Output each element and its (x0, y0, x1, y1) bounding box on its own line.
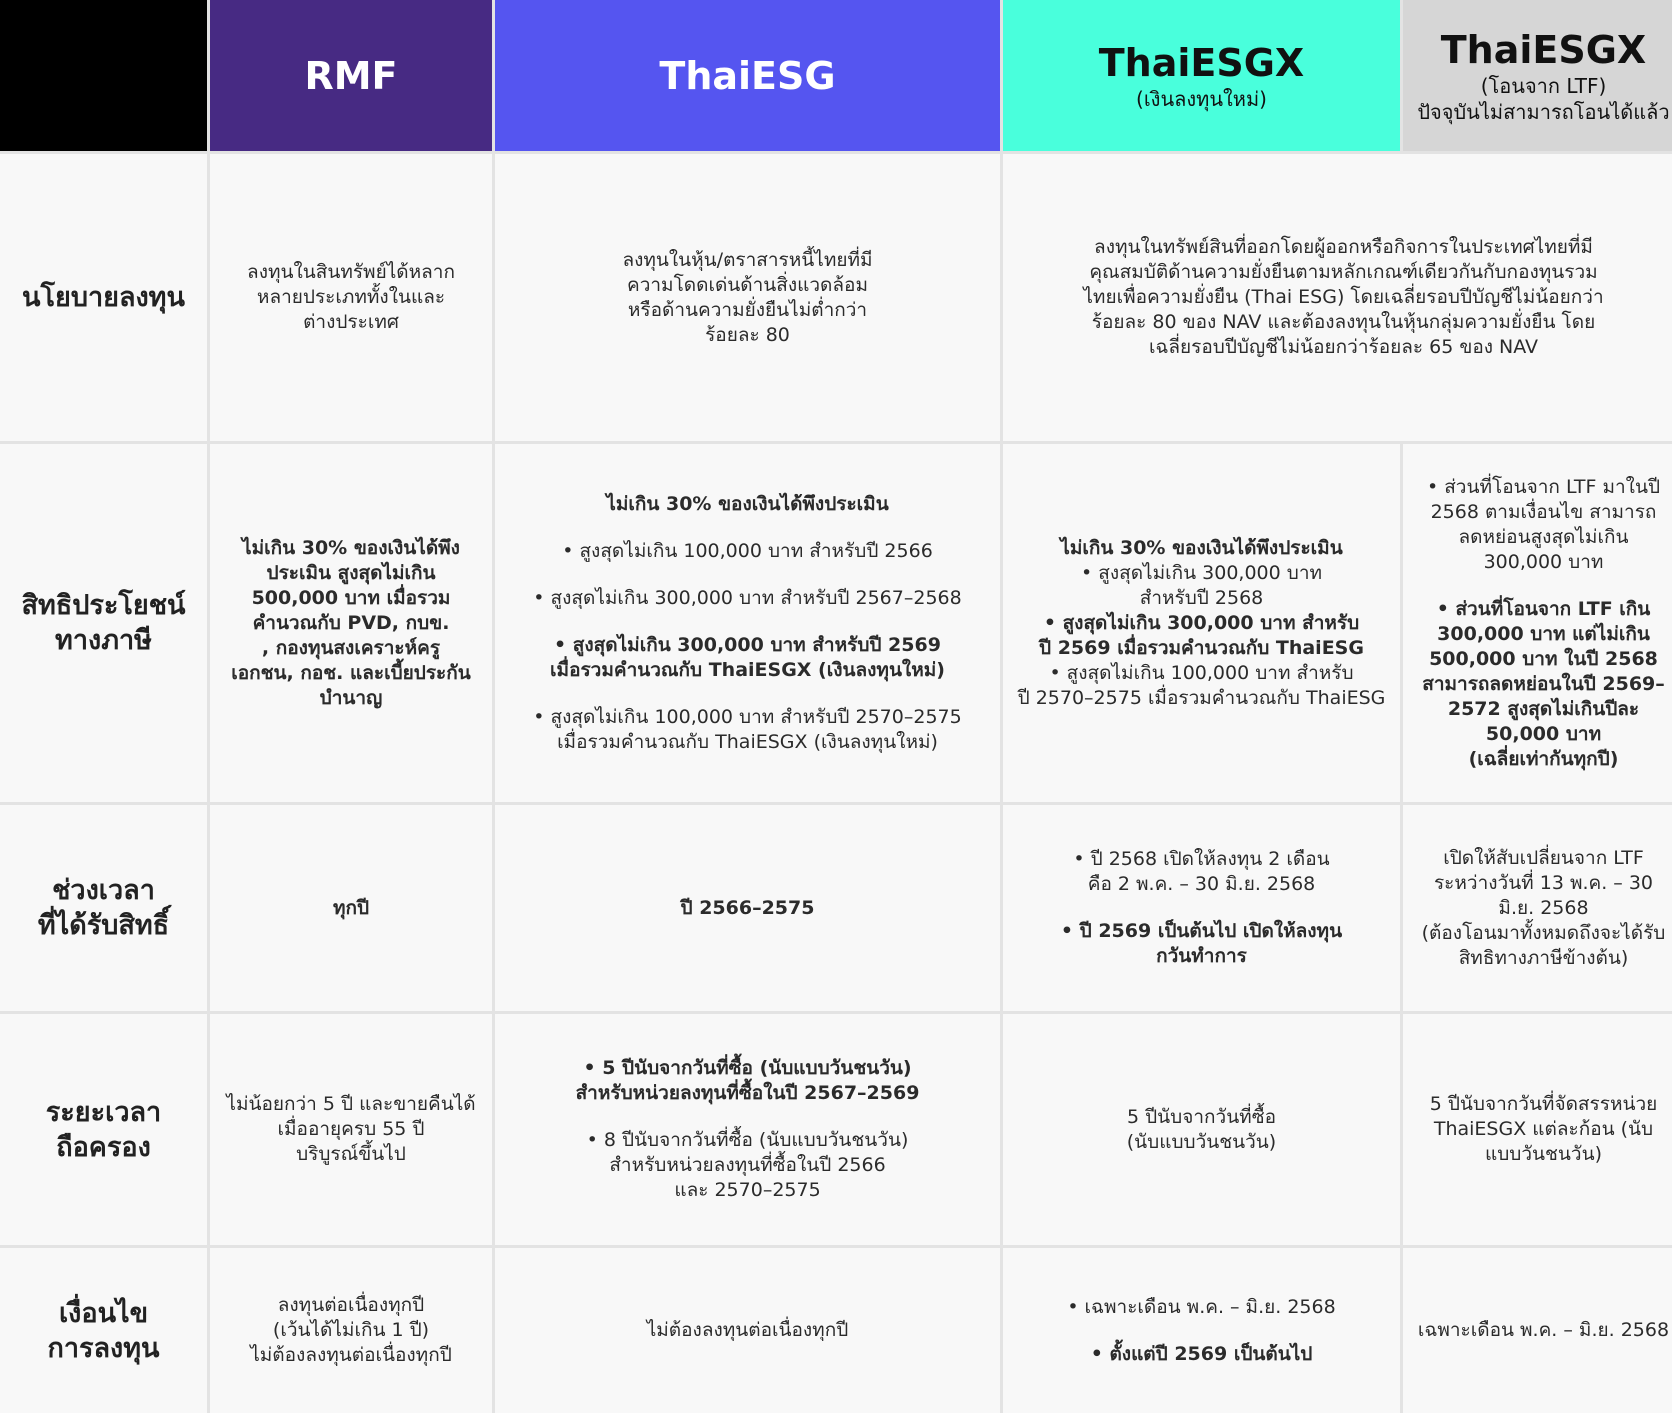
text-line: (ต้องโอนมาทั้งหมดถึงจะได้รับ (1421, 921, 1666, 944)
text-line: ไทยเพื่อความยั่งยืน (Thai ESG) โดยเฉลี่ยรอบปีบัญชีไม่น้อยกว่า (1083, 286, 1604, 308)
text-line: บริบูรณ์ขึ้นไป (296, 1143, 406, 1165)
row-label-line: ที่ได้รับสิทธิ์ (37, 910, 170, 941)
text-line: • เฉพาะเดือน พ.ค. – มิ.ย. 2568 (1067, 1295, 1336, 1318)
cell-holding-rmf (210, 1014, 492, 1245)
header-thaiesgx-ltf (1403, 0, 1672, 151)
row-label-policy (0, 154, 207, 441)
text-line: ไม่ต้องลงทุนต่อเนื่องทุกปี (646, 1319, 849, 1341)
cell-tax-thaiesgx-new (1003, 444, 1400, 802)
text-line: 5 ปีนับจากวันที่จัดสรรหน่วย (1429, 1093, 1658, 1115)
row-label-holding (0, 1014, 207, 1245)
text-line: 5 ปีนับจากวันที่ซื้อ (1126, 1105, 1277, 1128)
text-line: • ตั้งแต่ปี 2569 เป็นต้นไป (1090, 1342, 1313, 1365)
text-line: กวันทำการ (1156, 945, 1247, 967)
text-line: • สูงสุดไม่เกิน 100,000 บาท สำหรับปี 2570–2575 (533, 705, 962, 728)
text-line: • สูงสุดไม่เกิน 300,000 บาท สำหรับปี 2567–2568 (533, 586, 962, 609)
cell-period-thaiesg (495, 805, 1000, 1011)
text-line: ไม่ต้องลงทุนต่อเนื่องทุกปี (250, 1344, 452, 1366)
text-line: ไม่น้อยกว่า 5 ปี และขายคืนได้ (226, 1093, 476, 1115)
text-line: (นับแบบวันชนวัน) (1126, 1130, 1277, 1153)
cell-policy-thaiesgx (1003, 154, 1672, 441)
cell-condition-thaiesgx-ltf (1403, 1248, 1672, 1413)
text-line: , กองทุนสงเคราะห์ครู (261, 636, 441, 659)
header-rmf (210, 0, 492, 151)
text-line: • ปี 2569 เป็นต้นไป เปิดให้ลงทุน (1060, 920, 1343, 942)
text-line: ไม่เกิน 30% ของเงินได้พึงประเมิน (1060, 536, 1343, 559)
cell-tax-thaiesg (495, 444, 1000, 802)
text-line: 300,000 บาท (1483, 550, 1604, 573)
text-line: ร้อยละ 80 (705, 323, 790, 346)
text-line: • สูงสุดไม่เกิน 300,000 บาท (1080, 561, 1323, 584)
text-line: • ส่วนที่โอนจาก LTF เกิน (1436, 597, 1651, 620)
text-line: ประเมิน สูงสุดไม่เกิน (266, 561, 436, 584)
text-line: ปี 2566–2575 (680, 896, 815, 919)
text-line: แบบวันชนวัน) (1485, 1143, 1602, 1165)
text-line: เมื่ออายุครบ 55 ปี (277, 1118, 425, 1140)
header-rmf-title: RMF (304, 53, 398, 98)
text-line: เฉลี่ยรอบปีบัญชีไม่น้อยกว่าร้อยละ 65 ของ NAV (1148, 336, 1539, 358)
text-line: 300,000 บาท แต่ไม่เกิน (1437, 622, 1650, 645)
text-line: • 8 ปีนับจากวันที่ซื้อ (นับแบบวันชนวัน) (586, 1129, 909, 1151)
cell-policy-rmf (210, 154, 492, 441)
text-line: เมื่อรวมคำนวณกับ ThaiESGX (เงินลงทุนใหม่) (550, 658, 945, 681)
text-line: ปี 2570–2575 เมื่อรวมคำนวณกับ ThaiESG (1017, 686, 1386, 709)
cell-condition-thaiesg (495, 1248, 1000, 1413)
header-thaiesgx-new (1003, 0, 1400, 151)
cell-holding-thaiesgx-ltf (1403, 1014, 1672, 1245)
text-line: • สูงสุดไม่เกิน 300,000 บาท สำหรับ (1043, 611, 1360, 634)
text-line: ทุกปี (332, 896, 370, 919)
text-line: 50,000 บาท (1485, 722, 1602, 745)
text-line: (เว้นได้ไม่เกิน 1 ปี) (272, 1319, 430, 1341)
text-line: สำหรับหน่วยลงทุนที่ซื้อในปี 2566 (609, 1154, 886, 1176)
cell-tax-thaiesgx-ltf (1403, 444, 1672, 802)
text-line: 500,000 บาท ในปี 2568 (1429, 647, 1658, 670)
text-line: • สูงสุดไม่เกิน 300,000 บาท สำหรับปี 2569 (554, 633, 941, 656)
text-line: ร้อยละ 80 ของ NAV และต้องลงทุนในหุ้นกลุ่มความยั่งยืน โดย (1091, 311, 1596, 333)
text-line: คำนวณกับ PVD, กบข. (252, 611, 450, 634)
text-line: ลดหย่อนสูงสุดไม่เกิน (1458, 525, 1629, 548)
cell-condition-rmf (210, 1248, 492, 1413)
header-corner (0, 0, 207, 151)
row-label-tax (0, 444, 207, 802)
text-line: • สูงสุดไม่เกิน 100,000 บาท สำหรับปี 2566 (562, 539, 933, 562)
cell-period-thaiesgx-new (1003, 805, 1400, 1011)
cell-period-rmf (210, 805, 492, 1011)
text-line: ThaiESGX แต่ละก้อน (นับ (1433, 1118, 1654, 1140)
header-thaiesgx-ltf-note: ปัจจุบันไม่สามารถโอนได้แล้ว (1417, 99, 1670, 124)
row-label-line: ถือครอง (56, 1131, 151, 1163)
row-label-condition (0, 1248, 207, 1413)
text-line: ลงทุนในสินทรัพย์ได้หลาก (247, 261, 455, 283)
text-line: ระหว่างวันที่ 13 พ.ค. – 30 (1433, 871, 1654, 894)
text-line: • ปี 2568 เปิดให้ลงทุน 2 เดือน (1073, 848, 1330, 870)
text-line: หลายประเภททั้งในและ (256, 286, 446, 308)
text-line: คุณสมบัติด้านความยั่งยืนตามหลักเกณฑ์เดียวกันกับกองทุนรวม (1089, 261, 1598, 283)
text-line: ลงทุนต่อเนื่องทุกปี (277, 1294, 425, 1316)
text-line: • สูงสุดไม่เกิน 100,000 บาท สำหรับ (1049, 661, 1354, 684)
text-line: สำหรับปี 2568 (1139, 586, 1264, 609)
text-line: สิทธิทางภาษีข้างต้น) (1458, 946, 1629, 969)
text-line: ลงทุนในหุ้น/ตราสารหนี้ไทยที่มี (622, 248, 873, 271)
text-line: เมื่อรวมคำนวณกับ ThaiESGX (เงินลงทุนใหม่) (557, 730, 938, 753)
text-line: หรือด้านความยั่งยืนไม่ต่ำกว่า (627, 298, 868, 321)
text-line: 2568 ตามเงื่อนไข สามารถ (1430, 500, 1657, 523)
text-line: ความโดดเด่นด้านสิ่งแวดล้อม (627, 273, 868, 296)
text-line: เอกชน, กอช. และเบี้ยประกัน (231, 661, 471, 684)
text-line: ลงทุนในทรัพย์สินที่ออกโดยผู้ออกหรือกิจการในประเทศไทยที่มี (1094, 236, 1593, 258)
row-label-line: สิทธิประโยชน์ (21, 590, 186, 621)
text-line: 500,000 บาท เมื่อรวม (251, 586, 451, 609)
row-label-line: นโยบายลงทุน (22, 282, 185, 313)
cell-tax-rmf (210, 444, 492, 802)
text-line: ไม่เกิน 30% ของเงินได้พึงประเมิน (606, 492, 889, 515)
header-thaiesg-title: ThaiESG (659, 53, 836, 98)
text-line: ต่างประเทศ (303, 311, 399, 333)
text-line: เปิดให้สับเปลี่ยนจาก LTF (1443, 846, 1644, 869)
text-line: และ 2570–2575 (674, 1179, 821, 1201)
text-line: สามารถลดหย่อนในปี 2569– (1422, 672, 1665, 695)
row-label-line: ระยะเวลา (45, 1096, 162, 1128)
cell-policy-thaiesg (495, 154, 1000, 441)
row-label-period (0, 805, 207, 1011)
text-line: มิ.ย. 2568 (1498, 896, 1589, 919)
row-label-line: การลงทุน (47, 1332, 160, 1364)
text-line: เฉพาะเดือน พ.ค. – มิ.ย. 2568 (1417, 1319, 1670, 1341)
text-line: คือ 2 พ.ค. – 30 มิ.ย. 2568 (1087, 873, 1316, 895)
text-line: บำนาญ (319, 686, 383, 709)
text-line: (เฉลี่ยเท่ากันทุกปี) (1468, 747, 1619, 770)
text-line: • 5 ปีนับจากวันที่ซื้อ (นับแบบวันชนวัน) (583, 1057, 912, 1079)
header-thaiesgx-new-subtitle: (เงินลงทุนใหม่) (1136, 86, 1267, 111)
cell-holding-thaiesg (495, 1014, 1000, 1245)
row-label-line: เงื่อนไข (58, 1297, 149, 1329)
text-line: ปี 2569 เมื่อรวมคำนวณกับ ThaiESG (1039, 636, 1364, 659)
text-line: • ส่วนที่โอนจาก LTF มาในปี (1426, 475, 1661, 498)
cell-holding-thaiesgx-new (1003, 1014, 1400, 1245)
row-label-line: ทางภาษี (55, 625, 152, 656)
cell-period-thaiesgx-ltf (1403, 805, 1672, 1011)
header-thaiesgx-new-title: ThaiESGX (1098, 40, 1305, 85)
header-thaiesg (495, 0, 1000, 151)
cell-condition-thaiesgx-new (1003, 1248, 1400, 1413)
text-line: ไม่เกิน 30% ของเงินได้พึง (242, 536, 460, 559)
header-thaiesgx-ltf-title: ThaiESGX (1440, 27, 1647, 72)
row-label-line: ช่วงเวลา (52, 875, 155, 906)
text-line: สำหรับหน่วยลงทุนที่ซื้อในปี 2567–2569 (575, 1082, 920, 1104)
text-line: 2572 สูงสุดไม่เกินปีละ (1447, 697, 1640, 720)
header-thaiesgx-ltf-subtitle: (โอนจาก LTF) (1480, 73, 1607, 98)
